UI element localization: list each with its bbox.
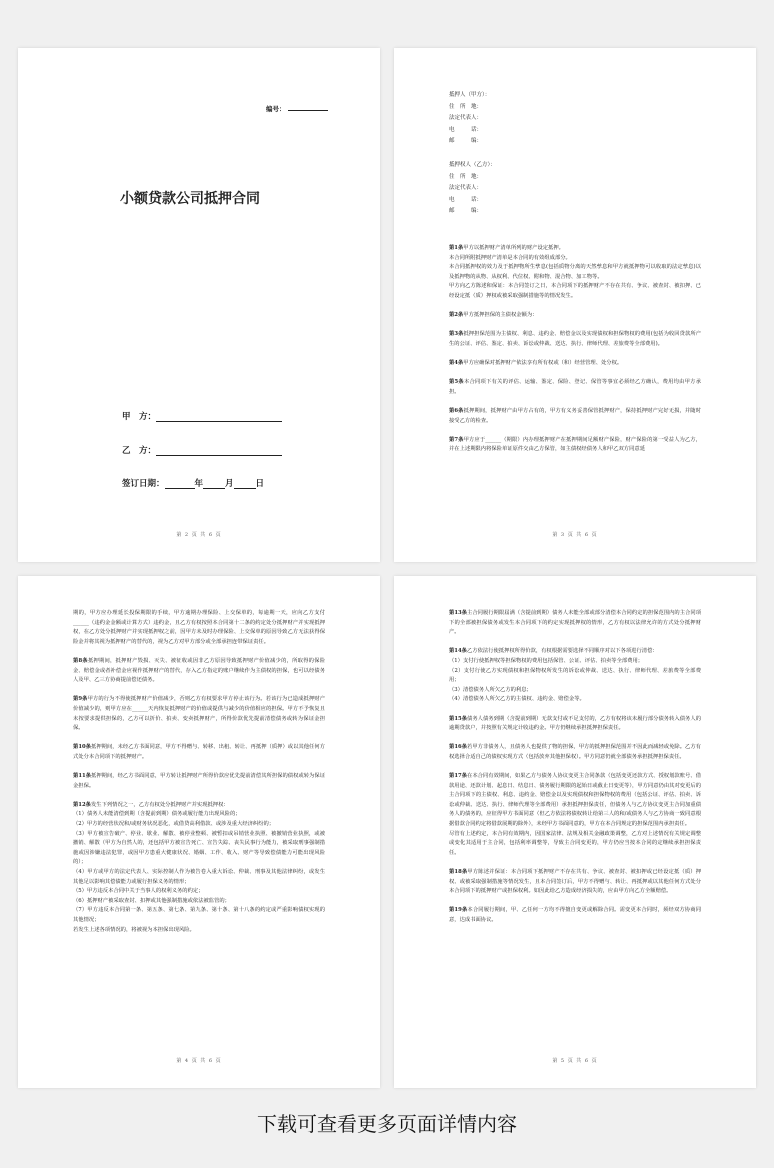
signing-date-row (122, 477, 264, 489)
party-a-label: 甲 方： (122, 412, 157, 422)
party-a-line (156, 413, 282, 422)
article-text: 若发生上述各项情况的，将被视为本担保出现风险。 (73, 926, 195, 933)
article-paragraph (73, 657, 325, 686)
article-text: 甲方陈述并保证：本合同项下抵押财产不存在共有、争议、被查封、被扣押或已经设定抵（质）押权、或被采取强制措施等情况发生，且本合同签订后，甲方不得赠与、转让、再抵押或以其他任何方式处分本合同项下的抵押财产或担保权利。如因此给乙方造成经济损失的，应由甲方向乙方全额赔偿。 (449, 869, 701, 895)
article-text: 本合同履行期间，甲、乙任何一方均不得擅自变更或解除合同。需变更本合同时，须经双方协商同意，达成书面协议。 (449, 907, 701, 923)
article-number: 第19条 (449, 907, 468, 914)
article-number: 第1条 (449, 245, 464, 251)
contract-article (449, 715, 701, 734)
contract-article (449, 311, 701, 321)
article-number: 第12条 (73, 801, 91, 808)
article-paragraph (449, 686, 701, 696)
article-number: 第4条 (449, 360, 464, 367)
article-paragraph (73, 743, 325, 762)
contract-article (73, 695, 325, 733)
day-line (234, 480, 256, 489)
download-caption[interactable]: 下载可查看更多页面详情内容 (257, 1112, 517, 1136)
article-text: （2）支付行使乙方实现债权和担保物权所发生的诉讼或仲裁、送达、执行、律师代理、差旅费等全部费用； (449, 667, 701, 684)
contract-article (449, 743, 701, 762)
article-number: 第14条 (449, 648, 467, 655)
article-paragraph (449, 282, 701, 301)
contract-article (449, 609, 701, 638)
article-text: 抵押期间，抵押财产由甲方占有的，甲方有义务妥善保管抵押财产，保持抵押财产完好无损，并随时接受乙方的检查。 (449, 408, 701, 424)
contract-article (449, 436, 701, 455)
page-footer: 第 2 页 共 6 页 (176, 532, 222, 538)
article-number: 第2条 (449, 312, 464, 319)
article-text: （1）债务人未能清偿到期（含提前到期）债务或履行能力出现风险的； (73, 811, 241, 818)
party-info-row: 法定代表人： (449, 185, 483, 192)
article-paragraph (73, 897, 325, 907)
article-number: 第16条 (449, 744, 468, 751)
contract-title: 小额贷款公司抵押合同 (120, 191, 260, 207)
contract-article (449, 244, 701, 302)
article-paragraph (449, 906, 701, 925)
party-info-row: 住 所 地： (449, 173, 483, 180)
article-text: 本合同所附抵押财产清单是本合同的有效组成部分。 (449, 254, 571, 261)
article-text: 期的，甲方应办理延长投保期限的手续，甲方逾期办理保险、上交保单的，每逾期一天，应向乙方支付______（违约金金额或计算方式）违约金，且乙方有权按照本合同第十二条的约定处分抵押财产并实现抵押权，在乙方处分抵押财产并实现抵押权之前，因甲方未及时办理保险、上交保单的原因导致乙方无法获得保险金并将其视为抵押财产的替代的，视为乙方对甲方部分或全部承担连带保证责任。 (73, 610, 325, 645)
contract-article (73, 801, 325, 935)
party-a-signature-row (122, 410, 282, 422)
party-b-signature-row (122, 444, 282, 456)
contract-article (73, 772, 325, 791)
month-line (203, 480, 225, 489)
party-info-row: 抵押人（甲方）： (449, 92, 491, 98)
article-number: 第6条 (449, 408, 464, 415)
article-text: 甲方向乙方陈述和保证：本合同签订之日，本合同项下的抵押财产不存在共有、争议、被查封、被扣押、已经设定抵（质）押权或被采取强制措施等的情况发生。 (449, 283, 701, 299)
article-text: （7）甲方违反本合同第一条、第五条、第七条、第九条、第十条、第十八条的约定或严重影响债权实现的其他情况； (73, 907, 325, 923)
party-info-row: 邮 编： (449, 208, 483, 215)
contract-article (449, 772, 701, 858)
article-paragraph (73, 810, 325, 820)
article-text: （5）甲方违反本合同中关于当事人的权利义务的约定； (73, 888, 204, 895)
party-info-row: 住 所 地： (449, 103, 483, 110)
party-info-row: 电 话： (449, 126, 483, 133)
article-paragraph (73, 868, 325, 887)
article-paragraph (449, 868, 701, 897)
article-text: 尽管有上述约定，本合同有效期内，因国家法律、法规及相关金融政策调整，乙方对上述情况有关规定调整或变化其适用于主合同，包括利率调整等，导致主合同变更的，甲方仍应当按本合同的定继续承担担保责任。 (449, 830, 701, 856)
article-text: （3）甲方被宣告破产、停业、歇业、解散、被停业整顿、被暂扣或吊销营业执照、被撤销营业执照，或被撤销、解散（甲方为自然人的，还包括甲方被宣告死亡、宣告失踪、丧失民事行为能力，被采取刑事强制措施或因涉嫌违法犯罪，或因甲方患重大健康状况、婚姻、工作、收入、财产等导致偿债能力可能出现风险的）； (73, 830, 325, 866)
contract-page-4 (18, 576, 380, 1088)
contract-article (449, 868, 701, 897)
clauses-list (73, 609, 325, 1058)
article-paragraph (449, 254, 701, 264)
contract-article (449, 407, 701, 426)
article-paragraph (449, 743, 701, 762)
article-text: 乙方依法行使抵押权所得价款，有权根据需要选择不同顺序对以下各项进行清偿： (466, 648, 658, 655)
article-paragraph (73, 772, 325, 791)
article-text: 本合同项下有关的评估、运输、鉴定、保险、登记、保管等事宜必须经乙方确认，费用均由甲方承担。 (449, 379, 701, 395)
article-paragraph (449, 436, 701, 455)
year-label: 年 (194, 479, 204, 489)
contract-article (449, 647, 701, 705)
contract-article (449, 378, 701, 397)
party-info-row: 电 话： (449, 196, 483, 203)
article-paragraph (73, 830, 325, 868)
contract-article (73, 609, 325, 647)
party-b-info (449, 160, 496, 218)
article-paragraph (449, 609, 701, 638)
party-b-label: 乙 方： (122, 446, 157, 456)
party-info-row: 法定代表人： (449, 115, 483, 122)
day-label: 日 (255, 479, 265, 489)
article-paragraph (73, 820, 325, 830)
article-number: 第7条 (449, 436, 464, 443)
article-paragraph (73, 926, 325, 936)
contract-article (449, 330, 701, 349)
page-footer: 第 5 页 共 6 页 (552, 1058, 598, 1064)
article-text: （1）支付行使抵押权等担保物权的费用包括保管、公证、评估、拍卖等全部费用； (449, 657, 644, 664)
article-text: 在本合同有效期间，如果乙方与债务人协议变更主合同条款（包括变更还款方式、授权划款账号、借款用途、还款计划、起息日、结息日、债务履行期限的起始日或截止日变更等），甲方同意仍由其对变更后的主合同项下的主债权、利息、违约金、赔偿金以及实现债权和担保物权的费用（包括公证、评估、拍卖、诉讼或仲裁、送达、执行、律师代理等全部费用）承担抵押担保责任，但债务人与乙方协议变更主合同加重债务人的债务的，应征得甲方书面同意（但乙方依法将债权转让给第三人的和/或债务人与乙方协商一致同意根据借款合同约定将借款展期的除外），未经甲方书面同意的，甲方在本合同规定的担保范围内承担责任。 (449, 773, 701, 828)
number-label: 编号： (266, 105, 286, 113)
article-paragraph (73, 695, 325, 733)
article-number: 第9条 (73, 696, 88, 703)
article-text: 甲方的行为不得使抵押财产价值减少，否则乙方有权要求甲方停止该行为。若该行为已造成抵押财产价值减少的，则甲方应在______天内恢复抵押财产的价值或提供与减少的价值相应的担保。甲方不予恢复且未按要求提供担保的，乙方可以折价、拍卖、变卖抵押财产，所得价款优先提前清偿债务或转为保证金担保。 (73, 696, 325, 732)
article-paragraph (449, 667, 701, 686)
article-paragraph (449, 263, 701, 282)
article-number: 第11条 (73, 773, 92, 780)
party-a-info (449, 90, 490, 148)
article-paragraph (449, 715, 701, 734)
article-paragraph (73, 906, 325, 925)
article-text: （2）甲方的经营状况和/或财务状况恶化，或借贷高利借款、或涉及重大经济纠纷的； (73, 821, 275, 828)
article-number: 第3条 (449, 331, 464, 338)
article-paragraph (449, 830, 701, 859)
article-paragraph (73, 887, 325, 897)
year-line (165, 480, 195, 489)
article-number: 第10条 (73, 744, 92, 751)
page-footer: 第 4 页 共 6 页 (176, 1058, 222, 1064)
contract-number (266, 104, 328, 113)
article-paragraph (449, 378, 701, 397)
date-label: 签订日期： (122, 479, 165, 489)
article-text: 抵押担保范围为主债权、利息、违约金、赔偿金以及实现债权和担保物权的费用(包括为收回贷款所产生的公证、评估、鉴定、拍卖、诉讼或仲裁、送达、执行、律师代理、差旅费等全部费用)。 (449, 331, 701, 347)
article-paragraph (449, 407, 701, 426)
article-paragraph (449, 244, 701, 254)
article-number: 第15条 (449, 715, 468, 722)
month-label: 月 (225, 479, 234, 489)
article-text: 甲方抵押担保的主债权金额为： (463, 312, 538, 319)
article-paragraph (449, 330, 701, 349)
article-number: 第17条 (449, 773, 468, 780)
party-b-line (156, 447, 282, 456)
article-text: （4）清偿债务人所欠乙方的主债权、违约金、赔偿金等。 (449, 696, 585, 703)
contract-article (449, 906, 701, 925)
article-text: 主合同履行期限届满（含提前到期）债务人未能全部或部分清偿本合同约定的担保范围内的主合同项下的全部被担保债务或发生本合同项下的约定实现抵押权的情形，乙方有权以法律允许的方式处分抵押财产。 (449, 610, 701, 636)
article-paragraph (449, 657, 701, 667)
contract-article (73, 657, 325, 686)
article-text: （4）甲方或甲方的法定代表人、实际控制人作为被告卷入重大诉讼、仲裁、刑事及其他法律纠纷，或发生其他足以影响其偿债能力或履行担保义务的情形； (73, 869, 325, 885)
contract-page-3 (394, 48, 756, 562)
party-info-row: 抵押权人（乙方）： (449, 162, 496, 168)
clauses-list (449, 244, 701, 532)
article-text: 抵押期间，抵押财产毁损、灭失、被征收或因非乙方原因导致抵押财产价值减少的，所取得的保险金、赔偿金或者补偿金应视作抵押财产的替代，存入乙方指定的账户继续作为主债权的担保，也可以经债务人及甲、乙三方协商提前偿还债务。 (73, 657, 325, 684)
article-paragraph (73, 609, 325, 647)
article-text: 债务人债务到期（含提前到期）无款支付或不足支付的，乙方有权将该未履行部分债务转入债务人的逾期贷款户，并按照有关规定计收违约金。甲方仍继续承担抵押担保责任。 (449, 715, 701, 732)
article-number: 第18条 (449, 869, 468, 876)
article-paragraph (449, 695, 701, 705)
article-text: 甲方应确保对抵押财产依法享有所有权或（和）经营管理、处分权。 (463, 360, 623, 367)
contract-article (449, 359, 701, 369)
article-number: 第5条 (449, 379, 464, 386)
article-paragraph (73, 801, 325, 811)
article-text: 发生下列情况之一，乙方有权处分抵押财产并实现抵押权： (90, 801, 229, 808)
article-text: 若甲方非债务人，且债务人也提供了物的担保，甲方的抵押担保范围并不因此而减轻或免除。乙方有权选择合适自己的债权实现方式（包括放弃其他担保权）。甲方同意仍就全部债务承担抵押担保责任。 (449, 744, 701, 760)
article-text: 甲方以抵押财产清单所列的财产设定抵押。 (463, 245, 564, 251)
page-footer: 第 3 页 共 6 页 (552, 532, 598, 538)
article-paragraph (449, 311, 701, 321)
article-text: 抵押期间，未经乙方书面同意，甲方不得赠与、转移、出租、转让、再抵押（质押）或以其他任何方式处分本合同项下的抵押财产。 (73, 744, 325, 760)
article-text: 甲方应于______（期限）内办理抵押财产在抵押期间足额财产保险，财产保险的第一受益人为乙方，并在上述期限内将保险单证原件交由乙方保管，如主债权经债务人和甲乙双方同意延 (449, 436, 701, 453)
article-paragraph (449, 772, 701, 830)
article-number: 第13条 (449, 610, 468, 616)
article-number: 第8条 (73, 657, 88, 664)
party-info-row: 邮 编： (449, 138, 483, 145)
article-paragraph (449, 647, 701, 657)
article-text: （6）抵押财产被采取查封、扣押或其他强制措施或依法被监管的； (73, 897, 230, 904)
article-paragraph (449, 359, 701, 369)
contract-cover-page (18, 48, 380, 562)
clauses-list (449, 609, 701, 1058)
article-text: 本合同抵押权的效力及于抵押物所生孳息(包括质物分离的天然孳息和甲方就抵押物可以收取的法定孳息)以及抵押物的从物、从权利、代位权、附和物、混合物、加工物等。 (449, 264, 701, 280)
contract-article (73, 743, 325, 762)
number-underline (288, 105, 328, 111)
contract-page-5 (394, 576, 756, 1088)
article-text: 抵押期间，经乙方书面同意，甲方转让抵押财产所得价款应优先提前清偿其所担保的债权或转为保证金担保。 (73, 773, 325, 789)
article-text: （3）清偿债务人所欠乙方的利息； (449, 686, 532, 693)
